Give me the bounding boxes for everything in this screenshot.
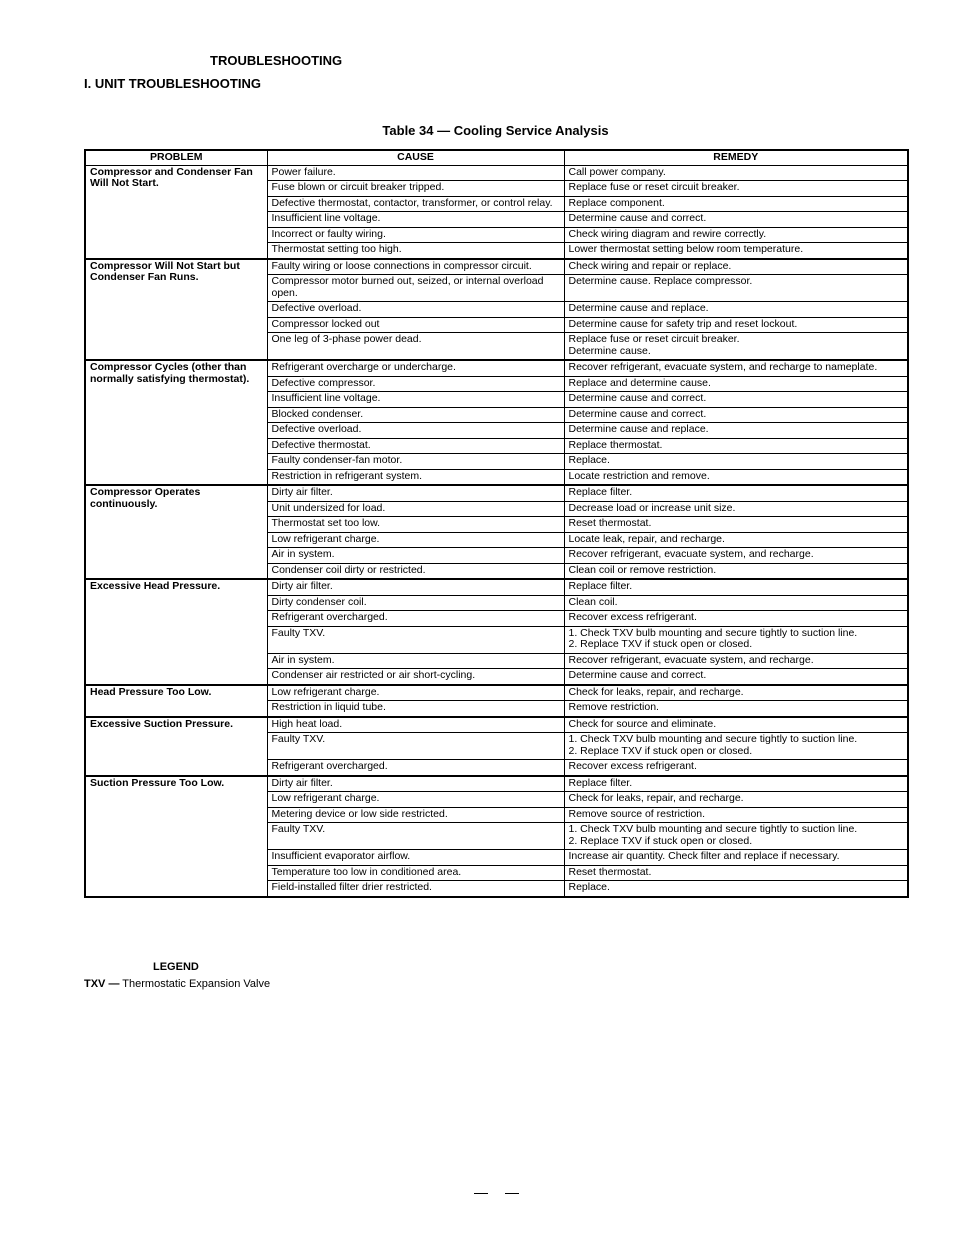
- remedy-cell: Replace.: [564, 454, 908, 470]
- table-row: [85, 360, 908, 376]
- cause-cell: Metering device or low side restricted.: [267, 807, 564, 823]
- remedy-cell: Check for source and eliminate.: [564, 717, 908, 733]
- remedy-cell: Determine cause and correct.: [564, 669, 908, 685]
- remedy-cell: Replace thermostat.: [564, 438, 908, 454]
- remedy-cell: Locate leak, repair, and recharge.: [564, 532, 908, 548]
- cause-cell: Defective thermostat, contactor, transformer, or control relay.: [267, 196, 564, 212]
- legend-title: LEGEND: [153, 961, 199, 973]
- cause-cell: Dirty air filter.: [267, 579, 564, 595]
- remedy-cell: Determine cause. Replace compressor.: [564, 275, 908, 302]
- cause-cell: Low refrigerant charge.: [267, 792, 564, 808]
- remedy-cell: 1. Check TXV bulb mounting and secure tightly to suction line. 2. Replace TXV if stuck open or closed.: [564, 733, 908, 760]
- remedy-cell: Replace fuse or reset circuit breaker.: [564, 181, 908, 197]
- column-header-remedy: REMEDY: [564, 150, 908, 165]
- cause-cell: Fuse blown or circuit breaker tripped.: [267, 181, 564, 197]
- remedy-cell: Check for leaks, repair, and recharge.: [564, 685, 908, 701]
- remedy-cell: Call power company.: [564, 165, 908, 181]
- remedy-cell: Replace filter.: [564, 776, 908, 792]
- remedy-cell: Check for leaks, repair, and recharge.: [564, 792, 908, 808]
- cause-cell: Dirty air filter.: [267, 776, 564, 792]
- table-header-row: [85, 150, 908, 165]
- remedy-cell: Reset thermostat.: [564, 517, 908, 533]
- remedy-cell: Replace component.: [564, 196, 908, 212]
- cause-cell: Air in system.: [267, 653, 564, 669]
- remedy-cell: Determine cause and correct.: [564, 407, 908, 423]
- problem-cell: Compressor Operates continuously.: [85, 485, 267, 579]
- table-row: [85, 165, 908, 181]
- remedy-cell: Clean coil.: [564, 595, 908, 611]
- remedy-cell: Determine cause and replace.: [564, 302, 908, 318]
- cause-cell: Compressor motor burned out, seized, or internal overload open.: [267, 275, 564, 302]
- remedy-cell: Determine cause for safety trip and reset lockout.: [564, 317, 908, 333]
- cause-cell: Air in system.: [267, 548, 564, 564]
- cause-cell: Refrigerant overcharged.: [267, 760, 564, 776]
- cause-cell: Temperature too low in conditioned area.: [267, 865, 564, 881]
- remedy-cell: Recover refrigerant, evacuate system, and recharge.: [564, 548, 908, 564]
- table-row: [85, 485, 908, 501]
- cause-cell: Low refrigerant charge.: [267, 685, 564, 701]
- table-row: [85, 717, 908, 733]
- remedy-cell: Recover refrigerant, evacuate system, and recharge.: [564, 653, 908, 669]
- remedy-cell: Remove restriction.: [564, 701, 908, 717]
- legend-abbreviation: TXV —: [84, 978, 120, 990]
- cause-cell: High heat load.: [267, 717, 564, 733]
- remedy-cell: 1. Check TXV bulb mounting and secure tightly to suction line. 2. Replace TXV if stuck open or closed.: [564, 626, 908, 653]
- cause-cell: Insufficient evaporator airflow.: [267, 850, 564, 866]
- section-heading: TROUBLESHOOTING: [210, 53, 343, 68]
- cause-cell: Faulty TXV.: [267, 626, 564, 653]
- remedy-cell: Clean coil or remove restriction.: [564, 563, 908, 579]
- remedy-cell: Check wiring and repair or replace.: [564, 259, 908, 275]
- cause-cell: Field-installed filter drier restricted.: [267, 881, 564, 897]
- remedy-cell: Check wiring diagram and rewire correctly.: [564, 227, 908, 243]
- remedy-cell: 1. Check TXV bulb mounting and secure tightly to suction line. 2. Replace TXV if stuck open or closed.: [564, 823, 908, 850]
- problem-cell: Compressor Will Not Start but Condenser Fan Runs.: [85, 259, 267, 361]
- cause-cell: Insufficient line voltage.: [267, 212, 564, 228]
- table-caption: Table 34 — Cooling Service Analysis: [382, 123, 609, 138]
- cause-cell: Insufficient line voltage.: [267, 392, 564, 408]
- remedy-cell: Decrease load or increase unit size.: [564, 501, 908, 517]
- remedy-cell: Determine cause and replace.: [564, 423, 908, 439]
- remedy-cell: Determine cause and correct.: [564, 212, 908, 228]
- table-body: [85, 165, 908, 897]
- remedy-cell: Replace filter.: [564, 485, 908, 501]
- remedy-cell: Recover excess refrigerant.: [564, 760, 908, 776]
- cause-cell: One leg of 3-phase power dead.: [267, 333, 564, 361]
- cause-cell: Refrigerant overcharge or undercharge.: [267, 360, 564, 376]
- remedy-cell: Remove source of restriction.: [564, 807, 908, 823]
- table-row: [85, 579, 908, 595]
- cause-cell: Blocked condenser.: [267, 407, 564, 423]
- legend-definition: Thermostatic Expansion Valve: [119, 978, 271, 990]
- cause-cell: Defective overload.: [267, 302, 564, 318]
- cause-cell: Defective compressor.: [267, 376, 564, 392]
- cause-cell: Compressor locked out: [267, 317, 564, 333]
- cause-cell: Refrigerant overcharged.: [267, 611, 564, 627]
- cause-cell: Faulty wiring or loose connections in compressor circuit.: [267, 259, 564, 275]
- remedy-cell: Replace and determine cause.: [564, 376, 908, 392]
- problem-cell: Head Pressure Too Low.: [85, 685, 267, 717]
- problem-cell: Suction Pressure Too Low.: [85, 776, 267, 897]
- cause-cell: Defective overload.: [267, 423, 564, 439]
- problem-cell: Compressor and Condenser Fan Will Not Start.: [85, 165, 267, 259]
- subsection-heading: I. UNIT TROUBLESHOOTING: [84, 76, 261, 91]
- remedy-cell: Determine cause and correct.: [564, 392, 908, 408]
- remedy-cell: Replace fuse or reset circuit breaker. Determine cause.: [564, 333, 908, 361]
- cause-cell: Unit undersized for load.: [267, 501, 564, 517]
- problem-cell: Compressor Cycles (other than normally satisfying thermostat).: [85, 360, 267, 485]
- cause-cell: Thermostat setting too high.: [267, 243, 564, 259]
- remedy-cell: Recover refrigerant, evacuate system, and recharge to nameplate.: [564, 360, 908, 376]
- table-row: [85, 685, 908, 701]
- cause-cell: Thermostat set too low.: [267, 517, 564, 533]
- cause-cell: Defective thermostat.: [267, 438, 564, 454]
- cause-cell: Condenser coil dirty or restricted.: [267, 563, 564, 579]
- cooling-service-analysis-table: [84, 149, 909, 898]
- remedy-cell: Locate restriction and remove.: [564, 469, 908, 485]
- table-row: [85, 776, 908, 792]
- remedy-cell: Increase air quantity. Check filter and replace if necessary.: [564, 850, 908, 866]
- remedy-cell: Recover excess refrigerant.: [564, 611, 908, 627]
- cause-cell: Faulty TXV.: [267, 733, 564, 760]
- cause-cell: Restriction in refrigerant system.: [267, 469, 564, 485]
- cause-cell: Restriction in liquid tube.: [267, 701, 564, 717]
- remedy-cell: Reset thermostat.: [564, 865, 908, 881]
- remedy-cell: Lower thermostat setting below room temperature.: [564, 243, 908, 259]
- cause-cell: Faulty TXV.: [267, 823, 564, 850]
- cause-cell: Dirty air filter.: [267, 485, 564, 501]
- remedy-cell: Replace filter.: [564, 579, 908, 595]
- problem-cell: Excessive Head Pressure.: [85, 579, 267, 685]
- cause-cell: Faulty condenser-fan motor.: [267, 454, 564, 470]
- remedy-cell: Replace.: [564, 881, 908, 897]
- column-header-cause: CAUSE: [267, 150, 564, 165]
- table-row: [85, 259, 908, 275]
- cause-cell: Low refrigerant charge.: [267, 532, 564, 548]
- problem-cell: Excessive Suction Pressure.: [85, 717, 267, 776]
- cause-cell: Dirty condenser coil.: [267, 595, 564, 611]
- legend-entry: [84, 978, 270, 990]
- cause-cell: Incorrect or faulty wiring.: [267, 227, 564, 243]
- column-header-problem: PROBLEM: [85, 150, 267, 165]
- page-number-dash-right: [505, 1193, 519, 1194]
- cause-cell: Power failure.: [267, 165, 564, 181]
- cause-cell: Condenser air restricted or air short-cycling.: [267, 669, 564, 685]
- page-number-dash-left: [474, 1193, 488, 1194]
